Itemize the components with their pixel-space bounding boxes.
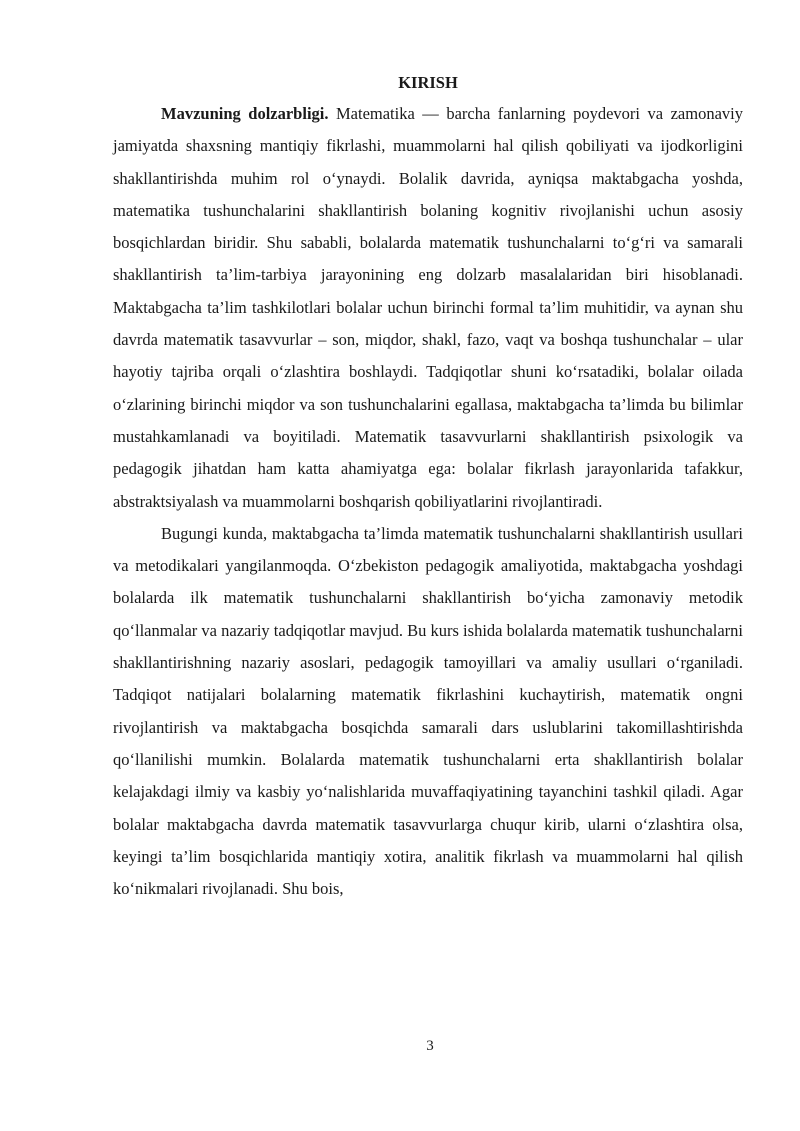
- paragraph-relevance: [113, 98, 743, 518]
- section-heading: KIRISH: [398, 73, 458, 92]
- page-number: 3: [426, 1038, 434, 1054]
- paragraph-today: [113, 518, 743, 906]
- paragraph-text: Matematika — barcha fanlarning poydevori va zamonaviy jamiyatda shaxsning mantiqiy fikrlashi, muammolarni hal qilish qobiliyati va ijodkorligini shakllantirishda muhim rol o‘ynaydi. Bolalik davrida, ayniqsa maktabgacha yoshda, matematika tushunchalarini shakllantirish bolaning kognitiv rivojlanishi uchun asosiy bosqichlardan biridir. Shu sababli, bolalarda matematik tushunchalarni to‘g‘ri va samarali shakllantirish ta’lim-tarbiya jarayonining eng dolzarb masalalaridan biri hisoblanadi. Maktabgacha ta’lim tashkilotlari bolalar uchun birinchi formal ta’lim muhitidir, va aynan shu davrda matematik tasavvurlar – son, miqdor, shakl, fazo, vaqt va boshqa tushunchalar – ular hayotiy tajriba orqali o‘zlashtira boshlaydi. Tadqiqotlar shuni ko‘rsatadiki, bolalar oilada o‘zlarining birinchi miqdor va son tushunchalarini egallasa, maktabgacha ta’limda bu bilimlar mustahkamlanadi va boyitiladi. Matematik tasavvurlarni shakllantirish psixologik va pedagogik jihatdan ham katta ahamiyatga ega: bolalar fikrlash jarayonlarida tafakkur, abstraktsiyalash va muammolarni boshqarish qobiliyatlarini rivojlantiradi.: [113, 104, 743, 511]
- paragraph-text: Bugungi kunda, maktabgacha ta’limda matematik tushunchalarni shakllantirish usullari va metodikalari yangilanmoqda. O‘zbekiston pedagogik amaliyotida, maktabgacha yoshdagi bolalarda ilk matematik tushunchalarni shakllantirish bo‘yicha zamonaviy metodik qo‘llanmalar va nazariy tadqiqotlar mavjud. Bu kurs ishida bolalarda matematik tushunchalarni shakllantirishning nazariy asoslari, pedagogik tamoyillari va amaliy usullari o‘rganiladi. Tadqiqot natijalari bolalarning matematik fikrlashini kuchaytirish, matematik ongni rivojlantirish va maktabgacha bosqichda samarali dars uslublarini takomillashtirishda qo‘llanilishi mumkin. Bolalarda matematik tushunchalarni erta shakllantirish bolalar kelajakdagi ilmiy va kasbiy yo‘nalishlarida muvaffaqiyatining tayanchini tashkil qiladi. Agar bolalar maktabgacha davrda matematik tasavvurlarga chuqur kirib, ularni o‘zlashtira olsa, keyingi ta’lim bosqichlarida mantiqiy xotira, analitik fikrlash va muammolarni hal qilish ko‘nikmalari rivojlanadi. Shu bois,: [113, 523, 744, 899]
- document-page: [113, 72, 743, 905]
- paragraph-lead: Mavzuning dolzarbligi.: [161, 104, 329, 123]
